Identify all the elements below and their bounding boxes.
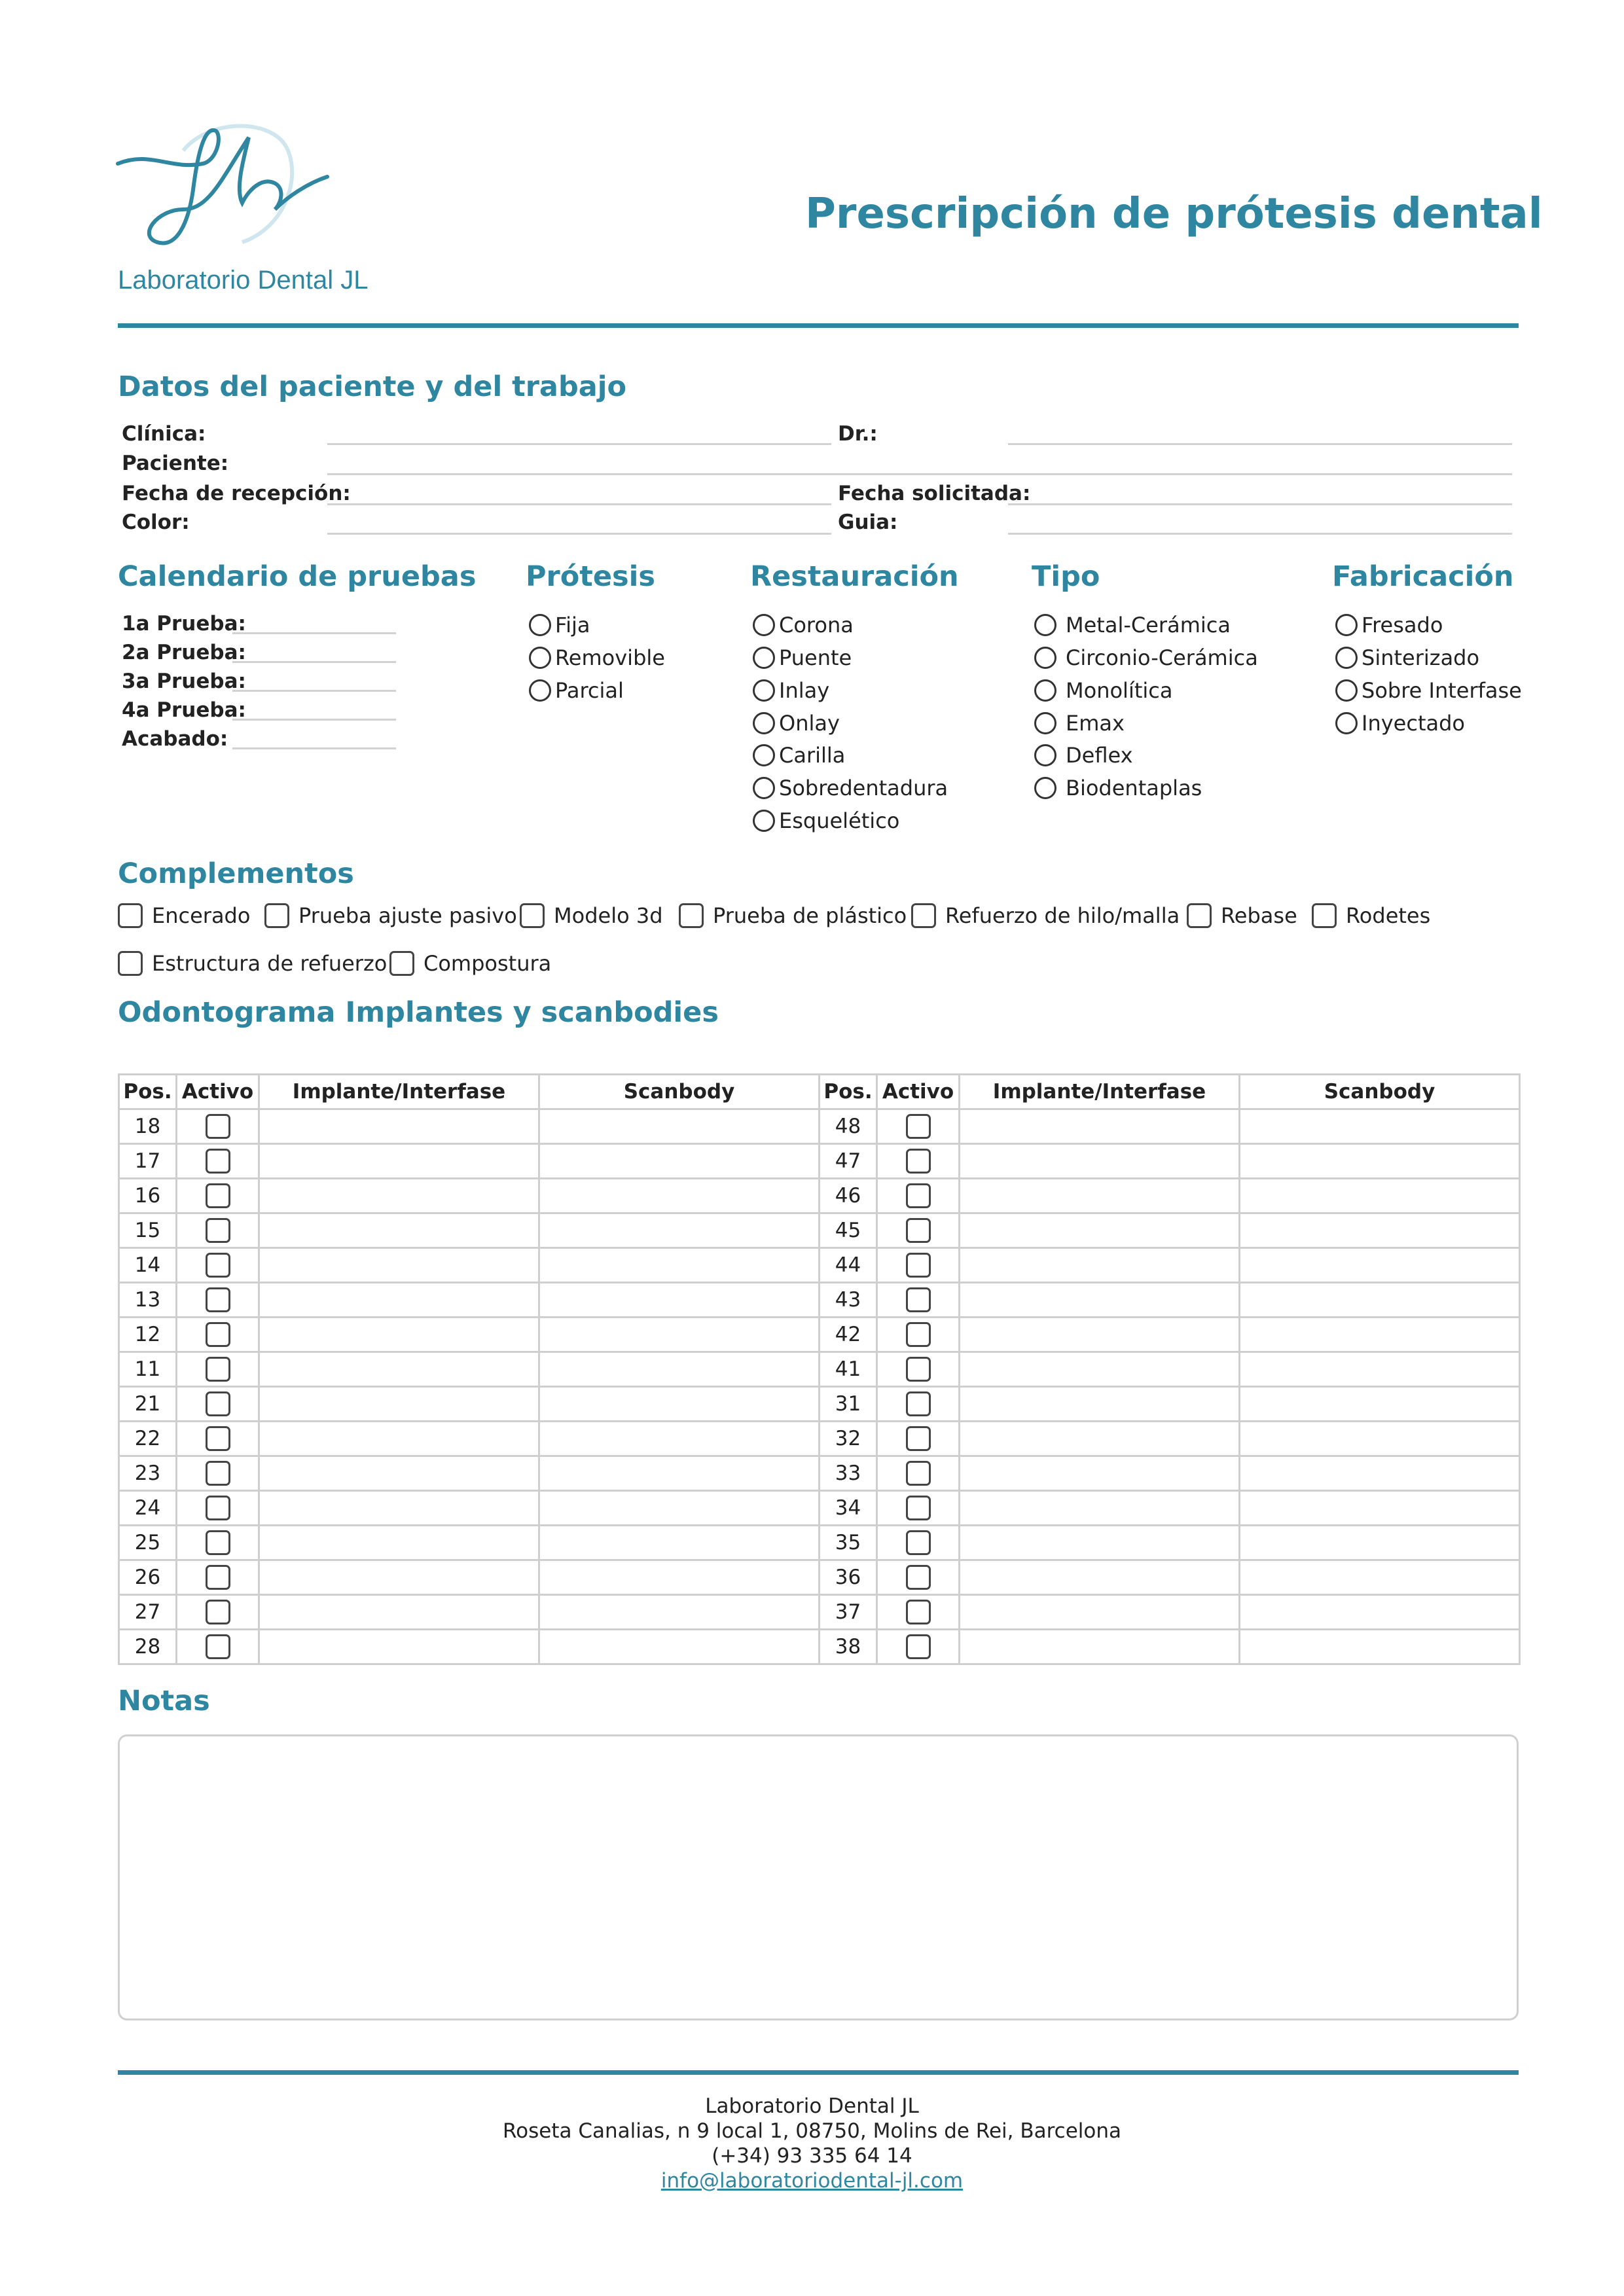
activo-cell (177, 1213, 259, 1248)
scanbody-cell[interactable] (1240, 1248, 1520, 1283)
table-row (119, 1422, 1520, 1456)
activo-cell (877, 1352, 960, 1387)
table-row (119, 1283, 1520, 1318)
radio-circle-icon (1034, 712, 1056, 734)
radio-option[interactable]: Inyectado (1335, 711, 1465, 736)
radio-circle-icon (529, 614, 551, 636)
radio-circle-icon (753, 744, 775, 766)
checkbox-icon (679, 903, 704, 928)
page-title: Prescripción de prótesis dental (805, 190, 1543, 238)
position-cell: 41 (820, 1352, 877, 1387)
activo-cell (877, 1456, 960, 1491)
radio-option[interactable]: Fija (529, 613, 590, 637)
table-row (119, 1456, 1520, 1491)
radio-option[interactable]: Corona (753, 613, 854, 637)
calendar-field[interactable] (232, 690, 396, 692)
complemento-checkbox[interactable]: Refuerzo de hilo/malla (911, 903, 1180, 928)
calendar-field[interactable] (232, 632, 396, 634)
guide-field[interactable] (1008, 533, 1512, 535)
position-cell: 28 (119, 1630, 177, 1664)
position-cell: 44 (820, 1248, 877, 1283)
position-cell: 16 (119, 1179, 177, 1213)
scanbody-cell[interactable] (1240, 1109, 1520, 1144)
activo-cell (877, 1213, 960, 1248)
scanbody-cell[interactable] (539, 1352, 820, 1387)
radio-option[interactable]: Esquelético (753, 808, 899, 833)
activo-checkbox[interactable] (206, 1530, 230, 1555)
radio-option[interactable]: Metal-Cerámica (1034, 613, 1231, 637)
scanbody-cell[interactable] (539, 1630, 820, 1664)
activo-cell (177, 1318, 259, 1352)
activo-checkbox[interactable] (206, 1149, 230, 1174)
scanbody-cell[interactable] (1240, 1352, 1520, 1387)
activo-checkbox[interactable] (906, 1461, 931, 1486)
position-cell: 34 (820, 1491, 877, 1526)
implante-cell[interactable] (259, 1630, 539, 1664)
scanbody-cell[interactable] (539, 1491, 820, 1526)
radio-circle-icon (1034, 614, 1056, 636)
scanbody-cell[interactable] (539, 1318, 820, 1352)
footer-divider (118, 2070, 1519, 2075)
scanbody-cell[interactable] (1240, 1387, 1520, 1422)
col-header-implante: Implante/Interfase (259, 1075, 539, 1109)
activo-cell (877, 1179, 960, 1213)
activo-checkbox[interactable] (206, 1600, 230, 1624)
position-cell: 36 (820, 1560, 877, 1595)
scanbody-cell[interactable] (1240, 1526, 1520, 1560)
activo-cell (877, 1560, 960, 1595)
calendar-field[interactable] (232, 719, 396, 721)
radio-option[interactable]: Inlay (753, 678, 829, 703)
radio-option[interactable]: Removible (529, 645, 665, 670)
checkbox-icon (389, 951, 414, 976)
table-row (119, 1179, 1520, 1213)
radio-circle-icon (1034, 777, 1056, 799)
activo-checkbox[interactable] (906, 1391, 931, 1416)
scanbody-cell[interactable] (539, 1422, 820, 1456)
footer-phone: (+34) 93 335 64 14 (712, 2144, 912, 2168)
radio-circle-icon (1034, 679, 1056, 702)
scanbody-cell[interactable] (539, 1248, 820, 1283)
guide-label: Guia: (838, 511, 898, 534)
calendar-item: 1a Prueba: (122, 612, 246, 636)
checkbox-icon (264, 903, 289, 928)
color-label: Color: (122, 511, 190, 534)
implante-cell[interactable] (960, 1560, 1240, 1595)
scanbody-cell[interactable] (539, 1387, 820, 1422)
position-cell: 11 (119, 1352, 177, 1387)
implante-cell[interactable] (960, 1456, 1240, 1491)
activo-cell (177, 1352, 259, 1387)
activo-checkbox[interactable] (906, 1253, 931, 1278)
radio-circle-icon (1335, 679, 1358, 702)
brand-name: Laboratorio Dental JL (118, 266, 369, 295)
activo-checkbox[interactable] (206, 1253, 230, 1278)
activo-checkbox[interactable] (206, 1426, 230, 1451)
position-cell: 25 (119, 1526, 177, 1560)
position-cell: 12 (119, 1318, 177, 1352)
position-cell: 27 (119, 1595, 177, 1630)
implante-cell[interactable] (259, 1109, 539, 1144)
reception-date-label: Fecha de recepción: (122, 482, 351, 505)
scanbody-cell[interactable] (539, 1560, 820, 1595)
checkbox-icon (118, 951, 143, 976)
activo-cell (177, 1144, 259, 1179)
calendar-item: 3a Prueba: (122, 670, 246, 693)
scanbody-cell[interactable] (1240, 1560, 1520, 1595)
patient-label: Paciente: (122, 452, 229, 475)
position-cell: 48 (820, 1109, 877, 1144)
activo-checkbox[interactable] (206, 1287, 230, 1312)
radio-option[interactable]: Biodentaplas (1034, 776, 1202, 800)
scanbody-cell[interactable] (539, 1179, 820, 1213)
radio-circle-icon (753, 712, 775, 734)
header-divider (118, 323, 1519, 328)
position-cell: 47 (820, 1144, 877, 1179)
color-field[interactable] (327, 533, 831, 535)
checkbox-icon (118, 903, 143, 928)
fabricacion-heading: Fabricación (1332, 560, 1514, 593)
activo-cell (877, 1595, 960, 1630)
implante-cell[interactable] (960, 1422, 1240, 1456)
activo-cell (177, 1387, 259, 1422)
radio-circle-icon (753, 777, 775, 799)
position-cell: 33 (820, 1456, 877, 1491)
activo-cell (177, 1526, 259, 1560)
implante-cell[interactable] (259, 1179, 539, 1213)
scanbody-cell[interactable] (539, 1144, 820, 1179)
position-cell: 31 (820, 1387, 877, 1422)
table-row (119, 1560, 1520, 1595)
implante-cell[interactable] (259, 1213, 539, 1248)
implante-cell[interactable] (259, 1422, 539, 1456)
calendar-field[interactable] (232, 661, 396, 663)
scanbody-cell[interactable] (1240, 1179, 1520, 1213)
activo-checkbox[interactable] (906, 1357, 931, 1382)
col-header-activo: Activo (877, 1075, 960, 1109)
radio-option[interactable]: Circonio-Cerámica (1034, 645, 1258, 670)
activo-checkbox[interactable] (206, 1357, 230, 1382)
complemento-checkbox[interactable]: Estructura de refuerzo (118, 951, 387, 976)
complemento-checkbox[interactable]: Prueba de plástico (679, 903, 907, 928)
calendar-heading: Calendario de pruebas (118, 560, 477, 593)
activo-cell (877, 1526, 960, 1560)
scanbody-cell[interactable] (539, 1109, 820, 1144)
activo-checkbox[interactable] (906, 1149, 931, 1174)
activo-cell (177, 1422, 259, 1456)
activo-cell (877, 1387, 960, 1422)
activo-checkbox[interactable] (206, 1322, 230, 1347)
radio-circle-icon (529, 679, 551, 702)
position-cell: 46 (820, 1179, 877, 1213)
activo-checkbox[interactable] (906, 1426, 931, 1451)
implante-cell[interactable] (259, 1248, 539, 1283)
radio-option[interactable]: Emax (1034, 711, 1125, 736)
col-header-pos: Pos. (119, 1075, 177, 1109)
radio-circle-icon (1335, 614, 1358, 636)
activo-checkbox[interactable] (206, 1496, 230, 1520)
footer-email-link[interactable]: info@laboratoriodental-jl.com (660, 2169, 964, 2193)
implante-cell[interactable] (960, 1179, 1240, 1213)
scanbody-cell[interactable] (539, 1283, 820, 1318)
activo-cell (177, 1248, 259, 1283)
complemento-checkbox[interactable]: Encerado (118, 903, 250, 928)
activo-checkbox[interactable] (206, 1218, 230, 1243)
implante-cell[interactable] (960, 1491, 1240, 1526)
activo-checkbox[interactable] (906, 1183, 931, 1208)
col-header-scanbody: Scanbody (1240, 1075, 1520, 1109)
table-row (119, 1318, 1520, 1352)
table-row (119, 1630, 1520, 1664)
activo-checkbox[interactable] (906, 1530, 931, 1555)
position-cell: 18 (119, 1109, 177, 1144)
implante-cell[interactable] (960, 1526, 1240, 1560)
activo-checkbox[interactable] (906, 1634, 931, 1659)
position-cell: 23 (119, 1456, 177, 1491)
activo-checkbox[interactable] (906, 1218, 931, 1243)
complemento-checkbox[interactable]: Prueba ajuste pasivo (264, 903, 517, 928)
activo-cell (177, 1595, 259, 1630)
calendar-item: 2a Prueba: (122, 641, 246, 664)
reception-date-field[interactable] (327, 503, 831, 505)
footer-address: Roseta Canalias, n 9 local 1, 08750, Molins de Rei, Barcelona (502, 2119, 1122, 2143)
col-header-pos: Pos. (820, 1075, 877, 1109)
odontograma-heading: Odontograma Implantes y scanbodies (118, 996, 719, 1029)
radio-circle-icon (753, 679, 775, 702)
odontograma-table (118, 1073, 1521, 1665)
implante-cell[interactable] (960, 1352, 1240, 1387)
col-header-implante: Implante/Interfase (960, 1075, 1240, 1109)
position-cell: 38 (820, 1630, 877, 1664)
table-row (119, 1213, 1520, 1248)
position-cell: 13 (119, 1283, 177, 1318)
scanbody-cell[interactable] (1240, 1144, 1520, 1179)
protesis-heading: Prótesis (526, 560, 655, 593)
scanbody-cell[interactable] (539, 1456, 820, 1491)
radio-option[interactable]: Puente (753, 645, 852, 670)
radio-circle-icon (529, 647, 551, 669)
checkbox-icon (1187, 903, 1212, 928)
position-cell: 15 (119, 1213, 177, 1248)
activo-checkbox[interactable] (206, 1391, 230, 1416)
activo-checkbox[interactable] (206, 1634, 230, 1659)
position-cell: 32 (820, 1422, 877, 1456)
position-cell: 22 (119, 1422, 177, 1456)
logo-mark-icon (111, 111, 334, 262)
complementos-heading: Complementos (118, 857, 354, 890)
activo-checkbox[interactable] (906, 1322, 931, 1347)
activo-cell (877, 1318, 960, 1352)
activo-cell (877, 1283, 960, 1318)
position-cell: 43 (820, 1283, 877, 1318)
footer-company: Laboratorio Dental JL (705, 2094, 919, 2118)
radio-option[interactable]: Parcial (529, 678, 624, 703)
checkbox-icon (911, 903, 936, 928)
implante-cell[interactable] (960, 1630, 1240, 1664)
scanbody-cell[interactable] (1240, 1456, 1520, 1491)
table-row (119, 1109, 1520, 1144)
position-cell: 21 (119, 1387, 177, 1422)
activo-checkbox[interactable] (206, 1565, 230, 1590)
activo-cell (877, 1248, 960, 1283)
position-cell: 35 (820, 1526, 877, 1560)
radio-option[interactable]: Sobredentadura (753, 776, 948, 800)
activo-checkbox[interactable] (906, 1287, 931, 1312)
scanbody-cell[interactable] (1240, 1595, 1520, 1630)
dr-label: Dr.: (838, 422, 878, 446)
radio-option[interactable]: Sobre Interfase (1335, 678, 1522, 703)
activo-cell (877, 1491, 960, 1526)
radio-circle-icon (753, 647, 775, 669)
position-cell: 14 (119, 1248, 177, 1283)
calendar-item: Acabado: (122, 727, 228, 751)
activo-cell (177, 1456, 259, 1491)
implante-cell[interactable] (259, 1491, 539, 1526)
checkbox-icon (520, 903, 545, 928)
patient-field[interactable] (327, 473, 1512, 475)
activo-checkbox[interactable] (206, 1461, 230, 1486)
complemento-checkbox[interactable]: Compostura (389, 951, 551, 976)
requested-date-field[interactable] (1008, 503, 1512, 505)
activo-checkbox[interactable] (906, 1496, 931, 1520)
activo-cell (877, 1144, 960, 1179)
activo-cell (177, 1630, 259, 1664)
implante-cell[interactable] (960, 1595, 1240, 1630)
complemento-checkbox[interactable]: Rodetes (1312, 903, 1430, 928)
radio-option[interactable]: Carilla (753, 743, 845, 768)
implante-cell[interactable] (960, 1144, 1240, 1179)
logo (111, 111, 369, 308)
complemento-checkbox[interactable]: Modelo 3d (520, 903, 663, 928)
scanbody-cell[interactable] (1240, 1283, 1520, 1318)
table-row (119, 1526, 1520, 1560)
radio-option[interactable]: Monolítica (1034, 678, 1172, 703)
checkbox-icon (1312, 903, 1337, 928)
dr-field[interactable] (1008, 443, 1512, 445)
radio-circle-icon (1335, 712, 1358, 734)
activo-checkbox[interactable] (906, 1565, 931, 1590)
activo-checkbox[interactable] (206, 1183, 230, 1208)
clinic-field[interactable] (327, 443, 831, 445)
activo-cell (177, 1109, 259, 1144)
radio-circle-icon (1335, 647, 1358, 669)
calendar-field[interactable] (232, 747, 396, 749)
radio-circle-icon (1034, 744, 1056, 766)
scanbody-cell[interactable] (1240, 1213, 1520, 1248)
activo-cell (177, 1560, 259, 1595)
scanbody-cell[interactable] (1240, 1422, 1520, 1456)
notes-textarea[interactable] (118, 1734, 1519, 2020)
table-row (119, 1595, 1520, 1630)
clinic-label: Clínica: (122, 422, 206, 446)
implante-cell[interactable] (259, 1144, 539, 1179)
radio-circle-icon (753, 614, 775, 636)
scanbody-cell[interactable] (539, 1213, 820, 1248)
implante-cell[interactable] (259, 1526, 539, 1560)
position-cell: 26 (119, 1560, 177, 1595)
calendar-item: 4a Prueba: (122, 698, 246, 722)
activo-cell (877, 1630, 960, 1664)
radio-option[interactable]: Deflex (1034, 743, 1133, 768)
implante-cell[interactable] (259, 1456, 539, 1491)
scanbody-cell[interactable] (1240, 1318, 1520, 1352)
activo-checkbox[interactable] (206, 1114, 230, 1139)
implante-cell[interactable] (960, 1283, 1240, 1318)
implante-cell[interactable] (960, 1213, 1240, 1248)
patient-section-heading: Datos del paciente y del trabajo (118, 370, 627, 403)
table-row (119, 1144, 1520, 1179)
activo-checkbox[interactable] (906, 1114, 931, 1139)
col-header-scanbody: Scanbody (539, 1075, 820, 1109)
scanbody-cell[interactable] (1240, 1630, 1520, 1664)
activo-cell (177, 1179, 259, 1213)
tipo-heading: Tipo (1032, 560, 1100, 593)
position-cell: 17 (119, 1144, 177, 1179)
table-row (119, 1352, 1520, 1387)
activo-cell (177, 1283, 259, 1318)
position-cell: 45 (820, 1213, 877, 1248)
activo-cell (877, 1422, 960, 1456)
complemento-checkbox[interactable]: Rebase (1187, 903, 1297, 928)
col-header-activo: Activo (177, 1075, 259, 1109)
table-row (119, 1248, 1520, 1283)
scanbody-cell[interactable] (1240, 1491, 1520, 1526)
table-row (119, 1387, 1520, 1422)
implante-cell[interactable] (960, 1387, 1240, 1422)
requested-date-label: Fecha solicitada: (838, 482, 1031, 505)
radio-option[interactable]: Sinterizado (1335, 645, 1479, 670)
activo-cell (877, 1109, 960, 1144)
table-row (119, 1491, 1520, 1526)
implante-cell[interactable] (259, 1595, 539, 1630)
radio-option[interactable]: Fresado (1335, 613, 1443, 637)
implante-cell[interactable] (259, 1352, 539, 1387)
position-cell: 24 (119, 1491, 177, 1526)
implante-cell[interactable] (259, 1387, 539, 1422)
notes-heading: Notas (118, 1685, 210, 1717)
position-cell: 37 (820, 1595, 877, 1630)
scanbody-cell[interactable] (539, 1595, 820, 1630)
radio-option[interactable]: Onlay (753, 711, 840, 736)
implante-cell[interactable] (259, 1560, 539, 1595)
implante-cell[interactable] (960, 1248, 1240, 1283)
implante-cell[interactable] (960, 1318, 1240, 1352)
radio-circle-icon (753, 810, 775, 832)
activo-checkbox[interactable] (906, 1600, 931, 1624)
activo-cell (177, 1491, 259, 1526)
implante-cell[interactable] (259, 1283, 539, 1318)
position-cell: 42 (820, 1318, 877, 1352)
radio-circle-icon (1034, 647, 1056, 669)
table-header-row (119, 1075, 1520, 1109)
implante-cell[interactable] (259, 1318, 539, 1352)
implante-cell[interactable] (960, 1109, 1240, 1144)
restauracion-heading: Restauración (750, 560, 959, 593)
scanbody-cell[interactable] (539, 1526, 820, 1560)
